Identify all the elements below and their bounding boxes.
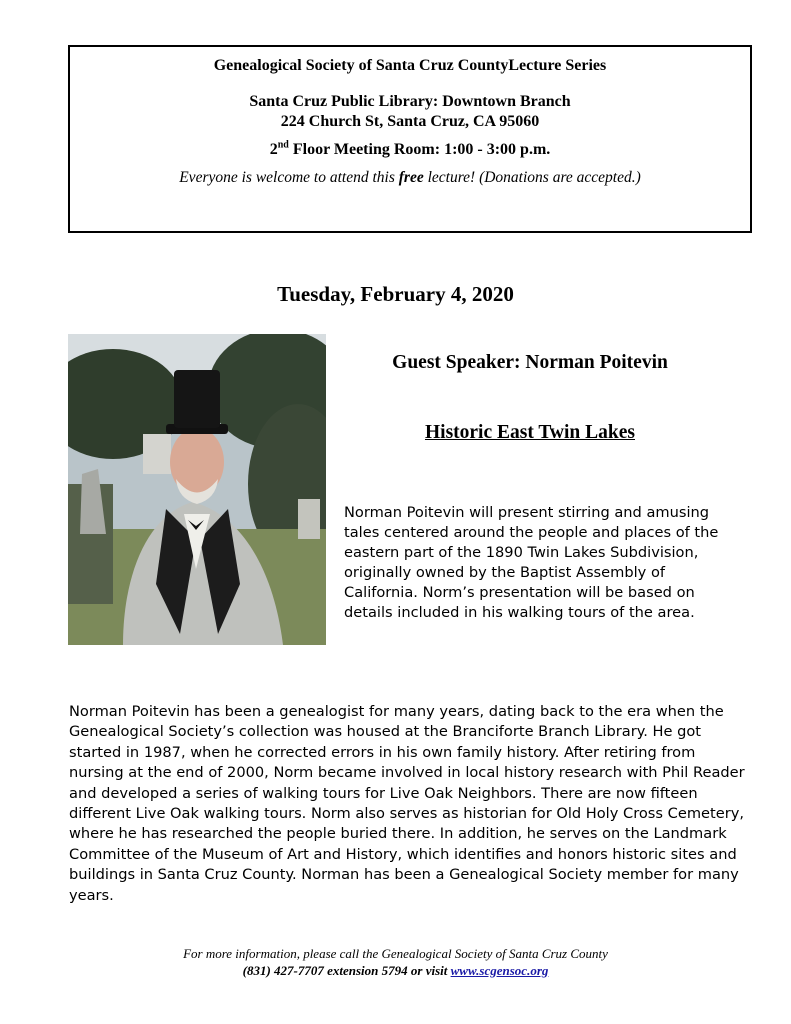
talk-abstract: Norman Poitevin will present stirring and amusing tales centered around the people and places of the eastern part of the 1890 Twin Lakes Subdivision, originally owned by the Baptist Assembly of California. Norm’s presentation will be based on details included in his walking tours of the area. [344, 504, 719, 621]
talk-title: Historic East Twin Lakes [424, 422, 635, 443]
series-title: Genealogical Society of Santa Cruz CountyLecture Series [213, 57, 607, 74]
website-link[interactable]: www.scgensoc.org [450, 963, 549, 978]
room-floor-superscript: nd [277, 139, 289, 151]
library-name: Santa Cruz Public Library: Downtown Branch [249, 93, 571, 110]
header-box [68, 45, 752, 233]
footer [0, 945, 791, 979]
room-floor-number: 2 [269, 141, 278, 158]
room-time: Floor Meeting Room: 1:00 - 3:00 p.m. [288, 141, 551, 158]
welcome-after: lecture! (Donations are accepted.) [423, 169, 641, 186]
guest-speaker: Guest Speaker: Norman Poitevin [392, 352, 668, 373]
welcome-note [70, 168, 750, 188]
footer-line-1: For more information, please call the Genealogical Society of Santa Cruz County [183, 946, 608, 961]
speaker-bio: Norman Poitevin has been a genealogist for many years, dating back to the era when the Genealogical Society’s collection was housed at the Branciforte Branch Library. He got started in 1987, when he corrected errors in his own family history. After retiring from nursing at the end of 2000, Norm became involved in local history research with Phil Reader and developed a series of walking tours for Live Oak Neighbors. There are now fifteen different Live Oak walking tours. Norm also serves as historian for Old Holy Cross Cemetery, where he has researched the people buried there. In addition, he serves on the Landmark Committee of the Museum of Art and History, which identifies and honors historic sites and buildings in Santa Cruz County. Norman has been a Genealogical Society member for many years. [69, 703, 745, 904]
footer-line-2 [0, 962, 791, 979]
event-date: Tuesday, February 4, 2020 [277, 282, 514, 306]
welcome-before: Everyone is welcome to attend this [179, 169, 399, 186]
speaker-photo [68, 334, 326, 645]
meeting-room [70, 140, 750, 160]
footer-phone: (831) 427-7707 extension 5794 or visit [242, 963, 451, 978]
library-address: 224 Church St, Santa Cruz, CA 95060 [280, 113, 540, 130]
welcome-emphasis: free [398, 169, 424, 186]
